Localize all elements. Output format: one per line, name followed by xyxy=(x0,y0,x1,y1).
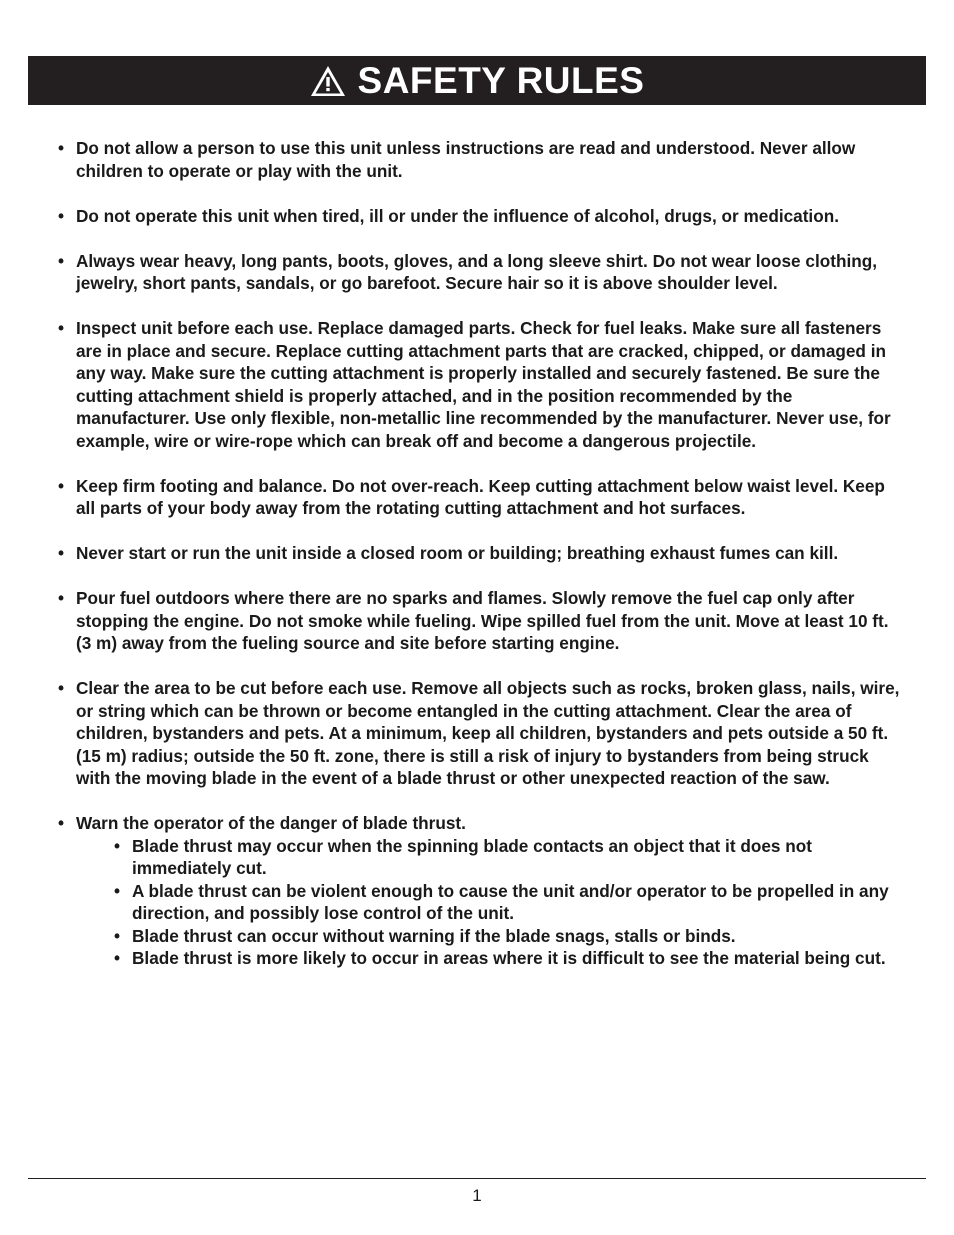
sub-rule-text: A blade thrust can be violent enough to cause the unit and/or operator to be propelled in any direction, and possibly lose control of the unit. xyxy=(132,880,889,923)
rule-text: Always wear heavy, long pants, boots, gloves, and a long sleeve shirt. Do not wear loose clothing, jewelry, short pants, sandals, or go barefoot. Secure hair so it is above shoulder level. xyxy=(76,250,877,293)
bullet: • xyxy=(58,813,65,833)
rule-item xyxy=(58,542,906,565)
bullet: • xyxy=(58,678,65,698)
blade-thrust-heading: Warn the operator of the danger of blade thrust. xyxy=(76,813,466,833)
title-inner xyxy=(310,62,645,99)
bullet: • xyxy=(58,475,65,496)
rule-text: Pour fuel outdoors where there are no sparks and flames. Slowly remove the fuel cap only after stopping the engine. Do not smoke while fueling. Wipe spilled fuel from the unit. Move at least 10 ft. (3 m) away from the fueling source and site before starting engine. xyxy=(76,588,889,653)
rule-item xyxy=(58,677,906,790)
sub-rule-item xyxy=(114,835,906,880)
rule-text: Do not operate this unit when tired, ill or under the influence of alcohol, drugs, or medication. xyxy=(76,205,839,226)
rule-text: Inspect unit before each use. Replace damaged parts. Check for fuel leaks. Make sure all fasteners are in place and secure. Replace cutting attachment parts that are cracked, chipped, or damaged in any way. Make sure the cutting attachment is properly installed and securely fastened. Be sure the cutting attachment shield is properly attached, and in the position recommended by the manufacturer. Use only flexible, non-metallic line recommended by the manufacturer. Never use, for example, wire or wire-rope which can break off and become a dangerous projectile. xyxy=(76,318,891,451)
rule-text: Do not allow a person to use this unit unless instructions are read and understood. Never allow children to operate or play with the unit. xyxy=(76,138,856,181)
rule-item xyxy=(58,317,906,452)
bullet: • xyxy=(114,880,121,901)
sub-rule-item xyxy=(114,947,906,970)
safety-rules-list xyxy=(58,137,906,992)
footer-divider xyxy=(28,1178,926,1179)
warning-triangle-icon xyxy=(310,65,346,97)
bullet: • xyxy=(58,250,65,271)
sub-rule-item xyxy=(114,880,906,925)
rule-text: Keep firm footing and balance. Do not over-reach. Keep cutting attachment below waist level. Keep all parts of your body away from the rotating cutting attachment and hot surfaces. xyxy=(76,475,885,518)
sub-rule-text: Blade thrust can occur without warning if the blade snags, stalls or binds. xyxy=(132,925,736,946)
rule-item xyxy=(58,475,906,520)
bullet: • xyxy=(58,588,65,608)
rule-item-blade-thrust xyxy=(58,812,906,970)
bullet: • xyxy=(114,925,121,946)
page-number: 1 xyxy=(472,1186,482,1205)
rule-text: Never start or run the unit inside a closed room or building; breathing exhaust fumes can kill. xyxy=(76,543,839,563)
rule-text: Clear the area to be cut before each use. Remove all objects such as rocks, broken glass, nails, wire, or string which can be thrown or become entangled in the cutting attachment. Clear the area of children, bystanders and pets. At a minimum, keep all children, bystanders and pets outside a 50 ft. (15 m) radius; outside the 50 ft. zone, there is still a risk of injury to bystanders from being struck with the moving blade in the event of a blade thrust or other unexpected reaction of the saw. xyxy=(76,678,900,788)
sub-rule-text: Blade thrust is more likely to occur in areas where it is difficult to see the material being cut. xyxy=(132,948,886,968)
bullet: • xyxy=(58,138,65,158)
bullet: • xyxy=(58,318,65,338)
rule-item xyxy=(58,250,906,295)
title-bar xyxy=(28,56,926,105)
bullet: • xyxy=(114,948,121,968)
blade-thrust-list xyxy=(76,835,906,970)
page-title: SAFETY RULES xyxy=(357,60,645,101)
rule-item xyxy=(58,137,906,182)
sub-rule-item xyxy=(114,925,906,948)
bullet: • xyxy=(58,543,65,563)
bullet: • xyxy=(114,835,121,856)
bullet: • xyxy=(58,205,65,226)
rule-item xyxy=(58,587,906,655)
rule-item xyxy=(58,205,906,228)
sub-rule-text: Blade thrust may occur when the spinning blade contacts an object that it does not immediately cut. xyxy=(132,835,812,878)
